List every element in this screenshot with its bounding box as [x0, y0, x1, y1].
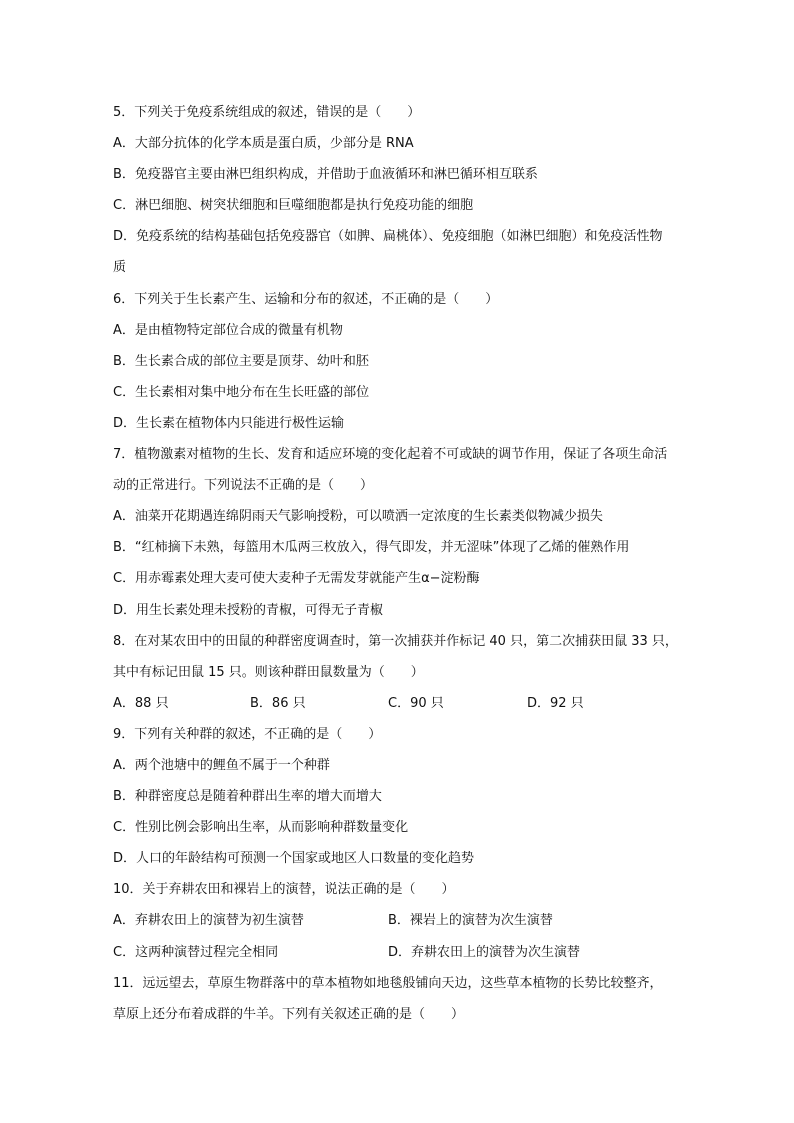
question-9-stem: 9．下列有关种群的叙述，不正确的是（ ）: [113, 726, 382, 742]
question-7-stem-cont: 动的正常进行。下列说法不正确的是（ ）: [113, 478, 374, 494]
q6-option-c: C．生长素相对集中地分布在生长旺盛的部位: [113, 384, 370, 400]
q8-options-row: [113, 695, 693, 726]
q6-option-a: A．是由植物特定部位合成的微量有机物: [113, 322, 343, 338]
q7-option-d: D．用生长素处理未授粉的青椒，可得无子青椒: [113, 602, 384, 618]
q10-option-d: D．弃耕农田上的演替为次生演替: [388, 944, 581, 960]
q9-option-b: B．种群密度总是随着种群出生率的增大而增大: [113, 789, 382, 805]
q10-option-c: C．这两种演替过程完全相同: [113, 944, 279, 960]
q10-option-b: B．裸岩上的演替为次生演替: [388, 913, 553, 929]
q7-option-a: A．油菜开花期遇连绵阴雨天气影响授粉，可以喷洒一定浓度的生长素类似物减少损失: [113, 509, 603, 525]
q6-option-b: B．生长素合成的部位主要是顶芽、幼叶和胚: [113, 353, 369, 369]
question-10-stem: 10．关于弃耕农田和裸岩上的演替，说法正确的是（ ）: [113, 882, 455, 898]
q6-option-d: D．生长素在植物体内只能进行极性运输: [113, 415, 345, 431]
question-6-stem: 6．下列关于生长素产生、运输和分布的叙述，不正确的是（ ）: [113, 291, 499, 307]
q5-option-d: D．免疫系统的结构基础包括免疫器官（如脾、扁桃体）、免疫细胞（如淋巴细胞）和免疫活性物: [113, 229, 663, 245]
q10-options-row-2: [113, 944, 693, 975]
q10-option-a: A．弃耕农田上的演替为初生演替: [113, 913, 304, 929]
q9-option-a: A．两个池塘中的鲤鱼不属于一个种群: [113, 757, 330, 773]
question-7-stem: 7．植物激素对植物的生长、发育和适应环境的变化起着不可或缺的调节作用，保证了各项生命活: [113, 447, 668, 463]
q9-option-d: D．人口的年龄结构可预测一个国家或地区人口数量的变化趋势: [113, 851, 475, 867]
q5-option-b: B．免疫器官主要由淋巴组织构成，并借助于血液循环和淋巴循环相互联系: [113, 167, 538, 183]
q7-option-b: B．“红柿摘下未熟，每篮用木瓜两三枚放入，得气即发，并无涩味”体现了乙烯的催熟作用: [113, 540, 630, 556]
question-8-stem: 8．在对某农田中的田鼠的种群密度调查时，第一次捕获并作标记 40 只，第二次捕获田鼠 33 只，: [113, 633, 678, 649]
question-11-stem-cont: 草原上还分布着成群的牛羊。下列有关叙述正确的是（ ）: [113, 1006, 465, 1022]
q8-option-c: C．90 只: [388, 695, 444, 711]
question-11-stem: 11．远远望去，草原生物群落中的草本植物如地毯般铺向天边，这些草本植物的长势比较整齐，: [113, 975, 663, 991]
q7-option-c: C．用赤霉素处理大麦可使大麦种子无需发芽就能产生α−淀粉酶: [113, 571, 480, 587]
q5-option-d-cont: 质: [113, 260, 127, 276]
q8-option-b: B．86 只: [250, 695, 306, 711]
q5-option-c: C．淋巴细胞、树突状细胞和巨噬细胞都是执行免疫功能的细胞: [113, 198, 474, 214]
q8-option-d: D．92 只: [527, 695, 584, 711]
document-page: [113, 104, 693, 1037]
q5-option-a: A．大部分抗体的化学本质是蛋白质，少部分是 RNA: [113, 136, 414, 152]
question-8-stem-cont: 其中有标记田鼠 15 只。则该种群田鼠数量为（ ）: [113, 664, 424, 680]
q10-options-row-1: [113, 912, 693, 943]
question-5-stem: 5．下列关于免疫系统组成的叙述，错误的是（ ）: [113, 105, 421, 120]
q8-option-a: A．88 只: [113, 695, 169, 711]
q9-option-c: C．性别比例会影响出生率，从而影响种群数量变化: [113, 820, 409, 836]
